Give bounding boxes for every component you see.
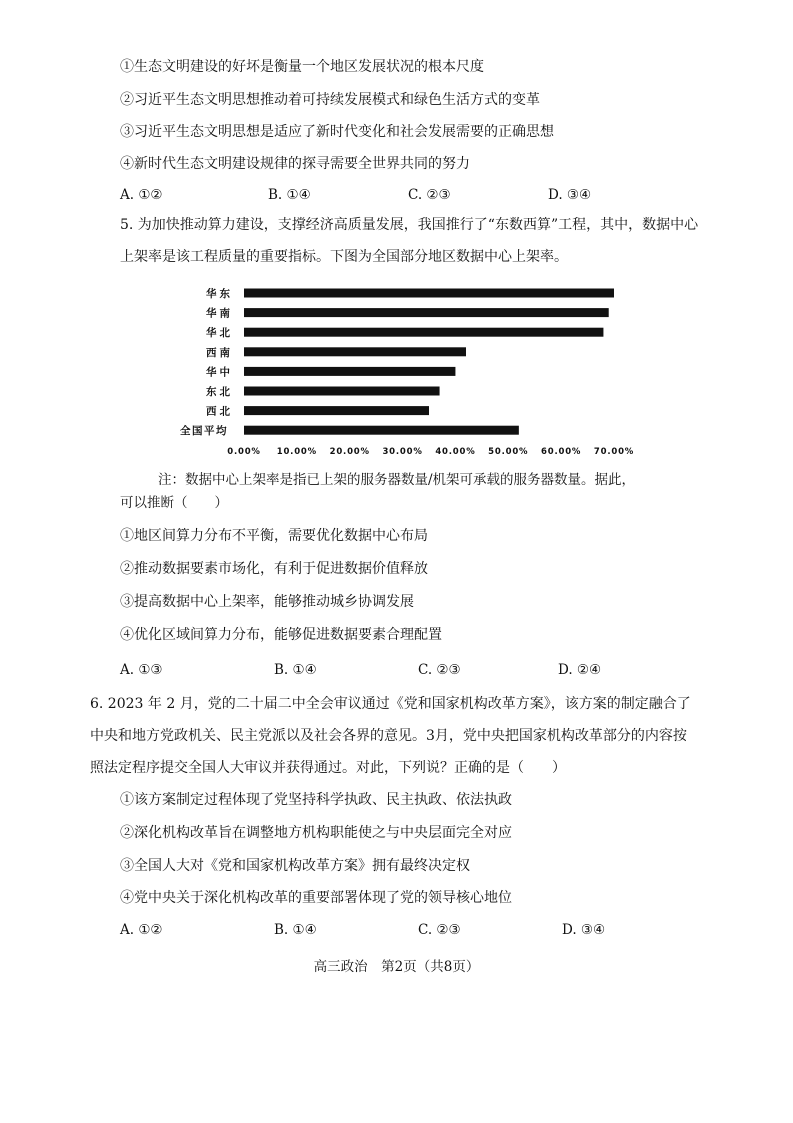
q4-option-c: C. ②③ [408,187,451,203]
q5-option-a: A. ①③ [120,662,163,678]
bar-5 [244,387,440,396]
q6-option-a: A. ①② [120,922,163,938]
q4-statement-4: ④新时代生态文明建设规律的探寻需要全世界共同的努力 [120,156,470,172]
bar-6 [244,406,429,415]
q6-statement-2: ②深化机构改革旨在调整地方机构职能使之与中央层面完全对应 [120,825,512,841]
q6-stem-line-2: 中央和地方党政机关、民主党派以及社会各界的意见。3月，党中央把国家机构改革部分的内容按 [90,728,687,744]
q5-note-line-1: 注：数据中心上架率是指已上架的服务器数量/机架可承载的服务器数量。据此， [158,472,636,488]
q4-statement-2: ②习近平生态文明思想推动着可持续发展模式和绿色生活方式的变革 [120,92,540,108]
q4-statement-1: ①生态文明建设的好坏是衡量一个地区发展状况的根本尺度 [120,59,484,75]
category-label: 华北 [206,327,233,340]
bar-4 [244,367,455,376]
q6-statement-3: ③全国人大对《党和国家机构改革方案》拥有最终决定权 [120,858,470,874]
x-tick-label: 20.00% [329,447,370,457]
x-tick-label: 70.00% [593,447,635,457]
x-tick-label: 0.00% [227,447,261,457]
q5-option-d: D. ②④ [558,662,602,678]
q5-stem-line-2: 上架率是该工程质量的重要指标。下图为全国部分地区数据中心上架率。 [120,249,568,265]
bar-1 [244,308,609,317]
bar-7 [244,426,519,435]
x-tick-label: 10.00% [276,447,317,457]
category-label: 华东 [206,288,233,300]
q5-option-c: C. ②③ [418,662,461,678]
q6-statement-1: ①该方案制定过程体现了党坚持科学执政、民主执政、依法执政 [120,792,512,808]
x-tick-label: 40.00% [435,447,476,457]
bar-3 [244,347,466,356]
q5-statement-2: ②推动数据要素市场化，有利于促进数据价值释放 [120,561,428,577]
q6-stem-line-1: 6. 2023 年 2 月，党的二十届二中全会审议通过《党和国家机构改革方案》，该方案的制定融合了 [90,696,691,712]
category-label: 华南 [206,307,233,320]
q5-stem-line-1: 5. 为加快推动算力建设，支撑经济高质量发展，我国推行了“东数西算”工程，其中，数据中心 [120,217,699,233]
q4-option-a: A. ①② [120,187,163,203]
q5-statement-4: ④优化区域间算力分布，能够促进数据要素合理配置 [120,627,442,643]
category-label: 东北 [206,386,233,398]
bar-2 [244,328,603,337]
q6-statement-4: ④党中央关于深化机构改革的重要部署体现了党的领导核心地位 [120,890,512,906]
data-center-rack-rate-chart [170,282,640,462]
x-tick-label: 60.00% [541,447,582,457]
category-label: 华中 [206,366,233,379]
q6-option-b: B. ①④ [274,922,317,938]
q5-statement-3: ③提高数据中心上架率，能够推动城乡协调发展 [120,594,414,610]
q5-option-b: B. ①④ [274,662,317,678]
category-label: 西北 [206,405,233,418]
category-label: 西南 [206,346,233,359]
page-footer: 高三政治 第2页（共8页） [313,959,480,975]
x-tick-label: 30.00% [382,447,423,457]
q5-note-line-2: 可以推断（ ） [120,495,228,511]
q4-statement-3: ③习近平生态文明思想是适应了新时代变化和社会发展需要的正确思想 [120,124,554,140]
q4-option-d: D. ③④ [548,187,592,203]
q6-option-c: C. ②③ [418,922,461,938]
bar-0 [244,289,614,298]
q6-option-d: D. ③④ [562,922,606,938]
q5-statement-1: ①地区间算力分布不平衡，需要优化数据中心布局 [120,528,428,544]
category-label: 全国平均 [180,425,228,438]
x-tick-label: 50.00% [488,447,529,457]
q6-stem-line-3: 照法定程序提交全国人大审议并获得通过。对此，下列说？正确的是（ ） [90,760,566,776]
q4-option-b: B. ①④ [268,187,311,203]
